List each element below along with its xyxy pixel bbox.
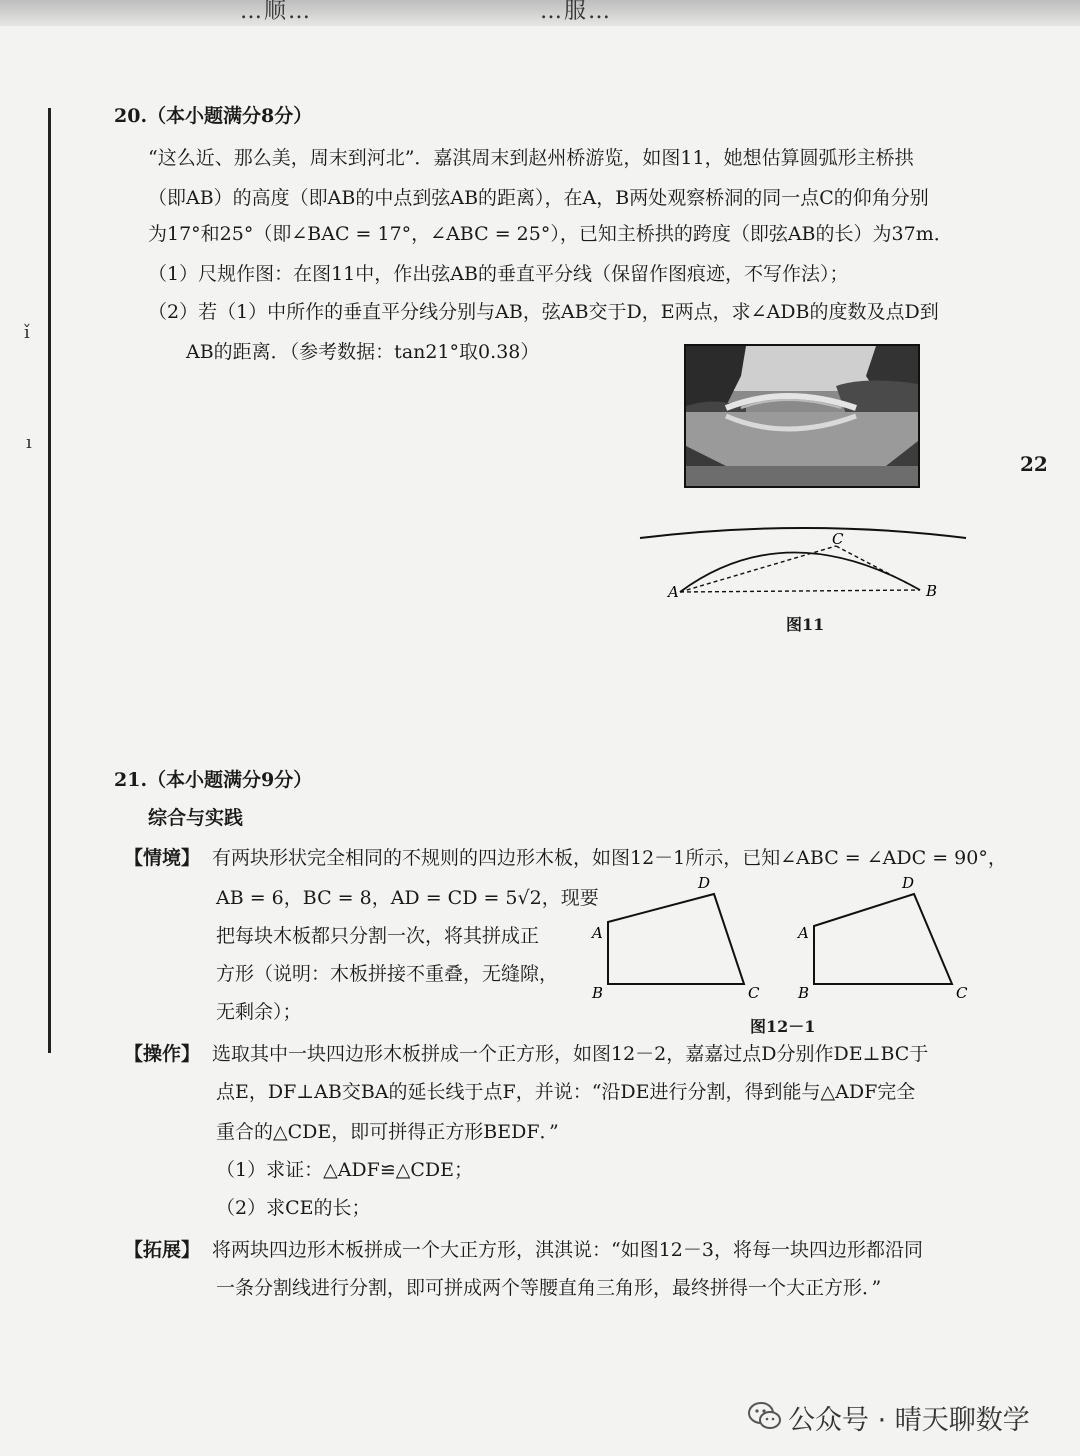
situation-line: 无剩余）； xyxy=(216,1001,302,1023)
point-label-b: B xyxy=(926,582,938,600)
figure-11-arch-diagram xyxy=(636,520,976,610)
situation-line: 把每块木板都只分割一次，将其拼成正 xyxy=(216,925,540,947)
extension-tag: 【拓展】 xyxy=(124,1239,201,1261)
scan-top-edge xyxy=(0,0,1080,26)
q20-line: AB的距离．（参考数据：tan21°取0.38） xyxy=(186,341,540,363)
quadrilateral-left xyxy=(590,874,760,1002)
figure-12-1-caption: 图12－1 xyxy=(750,1017,816,1036)
vertex-label-a: A xyxy=(798,924,809,942)
q20-line: “这么近、那么美，周末到河北”．嘉淇周末到赵州桥游览，如图11，她想估算圆弧形主桥拱 xyxy=(148,147,914,169)
operation-line: 选取其中一块四边形木板拼成一个正方形，如图12－2，嘉嘉过点D分别作DE⊥BC于 xyxy=(212,1043,929,1065)
figure-12-1-quadrilaterals xyxy=(588,870,988,1005)
situation-tag: 【情境】 xyxy=(124,847,201,869)
operation-line: 点E，DF⊥AB交BA的延长线于点F，并说：“沿DE进行分割，得到能与△ADF完全 xyxy=(216,1081,916,1103)
operation-line: 重合的△CDE，即可拼得正方形BEDF．” xyxy=(216,1121,559,1143)
q20-line: （即AB）的高度（即AB的中点到弦AB的距离），在A，B两处观察桥洞的同一点C的仰角分别 xyxy=(148,187,929,209)
margin-mark: ǐ xyxy=(24,322,30,343)
q20-line: 为17°和25°（即∠BAC = 17°，∠ABC = 25°），已知主桥拱的跨度（即弦AB的长）为37m． xyxy=(148,223,953,245)
situation-line: AB = 6，BC = 8，AD = CD = 5√2，现要 xyxy=(216,887,599,909)
situation-line: 方形（说明：木板拼接不重叠，无缝隙， xyxy=(216,963,559,985)
extension-line: 将两块四边形木板拼成一个大正方形，淇淇说：“如图12－3，将每一块四边形都沿同 xyxy=(212,1239,923,1261)
wechat-icon xyxy=(748,1400,782,1432)
operation-line: （2）求CE的长； xyxy=(216,1197,371,1219)
zhaozhou-bridge-photo xyxy=(684,344,920,488)
vertex-label-c: C xyxy=(956,984,968,1002)
figure-11-caption: 图11 xyxy=(786,615,825,634)
point-label-c: C xyxy=(832,530,844,548)
vertex-label-b: B xyxy=(798,984,810,1002)
operation-tag: 【操作】 xyxy=(124,1043,201,1065)
scan-fragment-left: …顺… xyxy=(240,0,313,24)
margin-mark: ı xyxy=(26,432,32,453)
binding-margin-line xyxy=(48,108,51,1053)
page-number: 22 xyxy=(1020,452,1048,476)
q21-subtitle: 综合与实践 xyxy=(148,807,244,829)
vertex-label-a: A xyxy=(592,924,603,942)
situation-line: 有两块形状完全相同的不规则的四边形木板，如图12－1所示，已知∠ABC = ∠ADC = 90°， xyxy=(212,847,1007,869)
vertex-label-d: D xyxy=(902,874,915,892)
vertex-label-c: C xyxy=(748,984,760,1002)
quadrilateral-right xyxy=(796,874,968,1002)
vertex-label-b: B xyxy=(592,984,604,1002)
watermark-text: 公众号 · 晴天聊数学 xyxy=(788,1405,1030,1436)
q20-line: （2）若（1）中所作的垂直平分线分别与AB，弦AB交于D，E两点，求∠ADB的度数及点D到 xyxy=(148,301,939,323)
operation-line: （1）求证：△ADF≌△CDE； xyxy=(216,1159,474,1181)
q21-title: 21.（本小题满分9分） xyxy=(114,769,313,791)
vertex-label-d: D xyxy=(698,874,711,892)
scan-fragment-right: …服… xyxy=(540,0,613,24)
extension-line: 一条分割线进行分割，即可拼成两个等腰直角三角形，最终拼得一个大正方形．” xyxy=(216,1277,882,1299)
q20-title: 20.（本小题满分8分） xyxy=(114,105,313,127)
q20-line: （1）尺规作图：在图11中，作出弦AB的垂直平分线（保留作图痕迹，不写作法）； xyxy=(148,263,849,285)
point-label-a: A xyxy=(668,583,679,601)
